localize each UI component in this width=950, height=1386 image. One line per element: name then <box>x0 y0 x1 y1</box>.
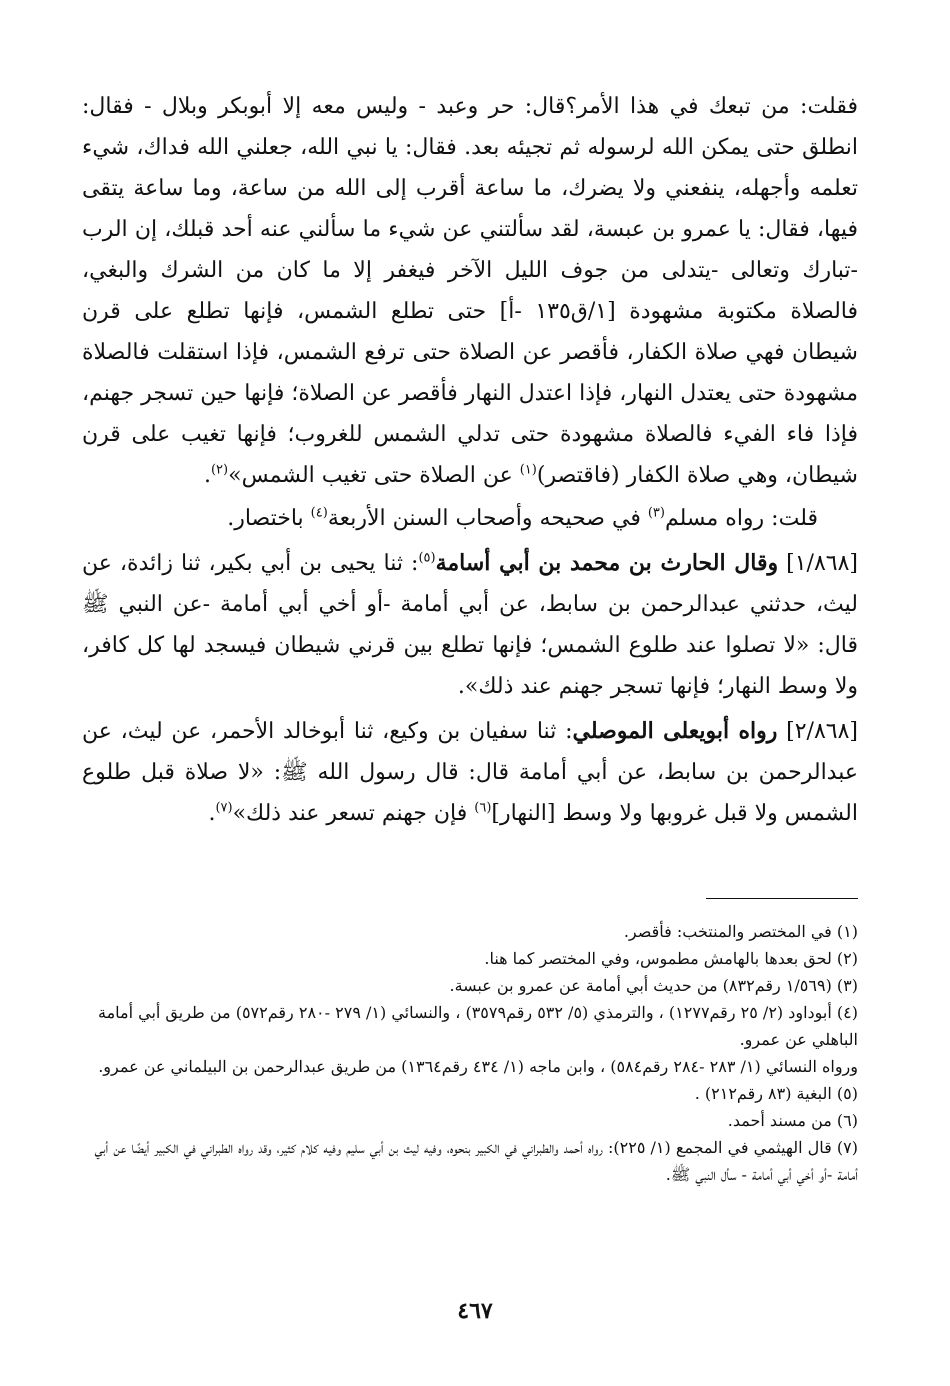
page-number: ٤٦٧ <box>457 1298 493 1324</box>
footnote-4: (٤) أبوداود (٢/ ٢٥ رقم١٢٧٧) ، والترمذي (٥/ ٥٣٢ رقم٣٥٧٩) ، والنسائي (١/ ٢٧٩ -٢٨٠ رقم٥٧٢) من طريق أبي أمامة الباهلي عن عمرو. <box>97 1003 858 1049</box>
main-text <box>82 86 858 834</box>
hadith-entry-868-2: [٢/٨٦٨] رواه أبويعلى الموصلي: ثنا سفيان بن وكيع، ثنا أبوخالد الأحمر، عن ليث، عن عبدالرحمن بن سابط، عن أبي أمامة قال: قال رسول الله ﷺ: «لا صلاة قبل طلوع الشمس ولا قبل غروبها ولا وسط [النهار]$^{(٦)}$ فإن جهنم تسعر عند ذلك»$^{(٧)}$. <box>82 718 859 826</box>
footnote-marker-1[interactable]: (١) <box>519 462 537 478</box>
footnotes-section <box>82 918 858 1188</box>
footnote-7: (٧) قال الهيثمي في المجمع (١/ ٢٢٥): رواه أحمد والطبراني في الكبير بنحوه، وفيه ليث بن أبي سليم وفيه كلام كثير، وقد رواه الطبراني في الكبير أيضًا عن أبي أمامة -أو أخي أبي أمامة - سأل النبي ﷺ. <box>94 1138 858 1184</box>
footnote-4-continued: ورواه النسائي (١/ ٢٨٣ -٢٨٤ رقم٥٨٤) ، وابن ماجه (١/ ٤٣٤ رقم١٣٦٤) من طريق عبدالرحمن بن البيلماني عن عمرو. <box>98 1057 858 1076</box>
commentary-paragraph: قلت: رواه مسلم$^{(٣)}$ في صحيحه وأصحاب السنن الأربعة$^{(٤)}$ باختصار. <box>227 505 818 531</box>
footnote-1: (١) في المختصر والمنتخب: فأقصر. <box>623 922 858 941</box>
footnote-marker-4[interactable]: (٤) <box>310 505 328 521</box>
hadith-number: [١/٨٦٨] <box>778 551 858 576</box>
footnote-5: (٥) البغية (٨٣ رقم٢١٢) . <box>694 1084 858 1103</box>
footnote-marker-5[interactable]: (٥) <box>418 550 436 566</box>
footnote-6: (٦) من مسند أحمد. <box>727 1111 858 1130</box>
narrator-heading: رواه أبويعلى الموصلي <box>572 718 778 744</box>
footnote-3: (٣) (١/٥٦٩ رقم٨٣٢) من حديث أبي أمامة عن عمرو بن عبسة. <box>449 976 858 995</box>
narrator-heading: وقال الحارث بن محمد بن أبي أسامة <box>435 550 779 576</box>
hadith-number: [٢/٨٦٨] <box>777 719 859 744</box>
footnote-marker-3[interactable]: (٣) <box>647 505 665 521</box>
hadith-entry-868-1: [١/٨٦٨] وقال الحارث بن محمد بن أبي أسامة$^{(٥)}$: ثنا يحيى بن أبي بكير، ثنا زائدة، عن ليث، حدثني عبدالرحمن بن سابط، عن أبي أمامة -أو أخي أبي أمامة -عن النبي ﷺ قال: «لا تصلوا عند طلوع الشمس؛ فإنها تطلع بين قرني شيطان فيسجد لها كل كافر، ولا وسط النهار؛ فإنها تسجر جهنم عند ذلك». <box>82 550 858 699</box>
footnote-marker-2[interactable]: (٢) <box>210 462 229 478</box>
hadith-paragraph-amr-bin-abasa: فقلت: من تبعك في هذا الأمر؟قال: حر وعبد - وليس معه إلا أبوبكر وبلال - فقال: انطلق حتى يمكن الله لرسوله ثم تجيئه بعد. فقال: يا نبي الله، جعلني الله فداك، شيء تعلمه وأجهله، ينفعني ولا يضرك، ما ساعة أقرب إلى الله من ساعة، وما ساعة يتقى فيها، فقال: يا عمرو بن عبسة، لقد سألتني عن شيء ما سألني عنه أحد قبلك، إن الرب -تبارك وتعالى -يتدلى من جوف الليل الآخر فيغفر إلا ما كان من الشرك والبغي، فالصلاة مكتوبة مشهودة [١/ق١٣٥ -أ] حتى تطلع الشمس، فإنها تطلع على قرن شيطان فهي صلاة الكفار، فأقصر عن الصلاة حتى ترفع الشمس، فإذا استقلت فالصلاة مشهودة حتى يعتدل النهار، فإذا اعتدل النهار فأقصر عن الصلاة؛ فإنها حين تسجر جهنم، فإذا فاء الفيء فالصلاة مشهودة حتى تدلي الشمس للغروب؛ فإنها تغيب على قرن شيطان، وهي صلاة الكفار (فاقتصر)$^{(١)}$ عن الصلاة حتى تغيب الشمس»$^{(٢)}$. <box>82 94 858 488</box>
footnote-2: (٢) لحق بعدها بالهامش مطموس، وفي المختصر كما هنا. <box>484 949 858 968</box>
footnote-marker-6[interactable]: (٦) <box>474 800 492 816</box>
footnote-divider <box>706 898 858 899</box>
footnote-marker-7[interactable]: (٧) <box>215 800 233 816</box>
